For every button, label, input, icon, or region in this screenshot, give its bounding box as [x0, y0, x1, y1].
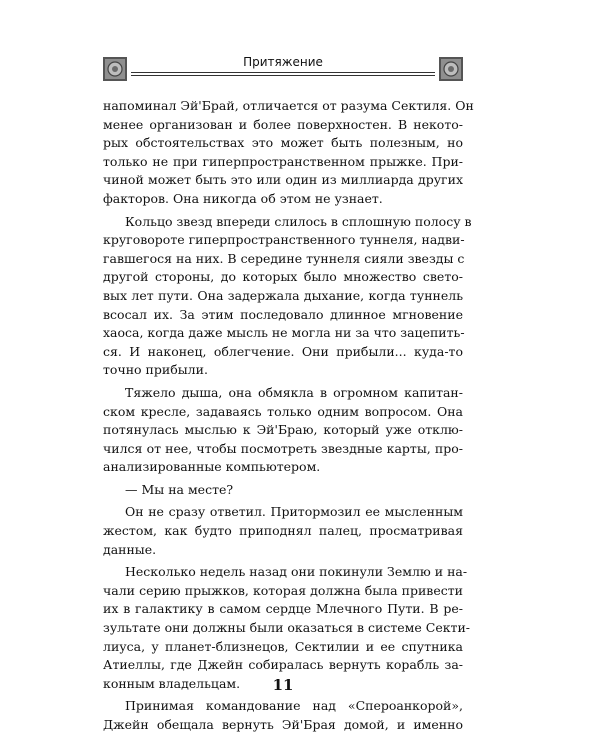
running-head	[103, 55, 463, 85]
text-line: их в галактику в самом сердце Млечного Пути. В ре-	[103, 601, 463, 617]
text-line: Принимая командование над «Спероанкорой»,	[125, 698, 463, 714]
text-line: зультате они должны были оказаться в системе Секти-	[103, 620, 471, 636]
header-rule-bottom	[131, 75, 435, 76]
text-line: анализированные компьютером.	[103, 459, 321, 475]
text-line: данные.	[103, 541, 157, 557]
text-line: гавшегося на них. В середине туннеля сияли звезды с	[103, 250, 465, 266]
text-line: хаоса, когда даже мысль не могла ни за что зацепить-	[103, 325, 465, 341]
text-line: факторов. Она никогда об этом не узнает.	[103, 190, 383, 206]
paragraph	[103, 563, 471, 693]
text-line: потянулась мыслью к Эй'Браю, который уже отклю-	[103, 422, 463, 438]
ornament-emblem-icon	[103, 57, 127, 81]
text-line: всосал их. За этим последовало длинное мгновение	[103, 306, 463, 322]
text-line: чился от нее, чтобы посмотреть звездные карты, про-	[103, 440, 463, 456]
text-line: Атиеллы, где Джейн собиралась вернуть корабль за-	[103, 657, 463, 673]
paragraph	[103, 503, 463, 559]
text-line: другой стороны, до которых было множество свето-	[103, 269, 463, 285]
text-line: Он не сразу ответил. Притормозил ее мысленным	[125, 504, 463, 520]
text-line: менее организован и более поверхностен. В некото-	[103, 116, 463, 132]
text-line: рых обстоятельствах это может быть полезным, но	[103, 135, 463, 151]
text-line: напоминал Эй'Брай, отличается от разума Сектиля. Он	[103, 98, 474, 113]
text-line: Несколько недель назад они покинули Землю и на-	[125, 564, 468, 580]
running-title: Притяжение	[243, 55, 323, 69]
body-text	[103, 97, 474, 739]
text-line: чали серию прыжков, которая должна была привести	[103, 582, 463, 598]
text-line: Джейн обещала вернуть Эй'Брая домой, и именно	[103, 717, 463, 732]
text-line: Кольцо звезд впереди слилось в сплошную полосу в	[125, 213, 472, 229]
page-number: 11	[272, 676, 294, 694]
paragraph	[103, 481, 463, 500]
text-line: ском кресле, задаваясь только одним вопросом. Она	[103, 403, 463, 419]
text-line: конным владельцам.	[103, 675, 241, 691]
paragraph	[103, 97, 474, 209]
text-line: только не при гиперпространственном прыжке. При-	[103, 153, 463, 169]
ornament-emblem-icon	[439, 57, 463, 81]
paragraph	[103, 697, 463, 734]
text-line: лиуса, у планет-близнецов, Сектилии и ее спутника	[103, 638, 463, 654]
text-line: круговороте гиперпространственного туннеля, надви-	[103, 232, 465, 248]
header-rule-top	[131, 72, 435, 73]
text-line: — Мы на месте?	[125, 481, 234, 497]
text-line: жестом, как будто приподнял палец, просматривая	[103, 523, 463, 539]
paragraph	[103, 213, 472, 380]
text-line: вых лет пути. Она задержала дыхание, когда туннель	[103, 287, 463, 303]
text-line: точно прибыли.	[103, 362, 208, 378]
text-line: Тяжело дыша, она обмякла в огромном капитан-	[125, 384, 463, 400]
paragraph	[103, 384, 463, 477]
text-line: чиной может быть это или один из миллиарда других	[103, 172, 463, 188]
text-line: ся. И наконец, облегчение. Они прибыли... куда-то	[103, 343, 463, 359]
